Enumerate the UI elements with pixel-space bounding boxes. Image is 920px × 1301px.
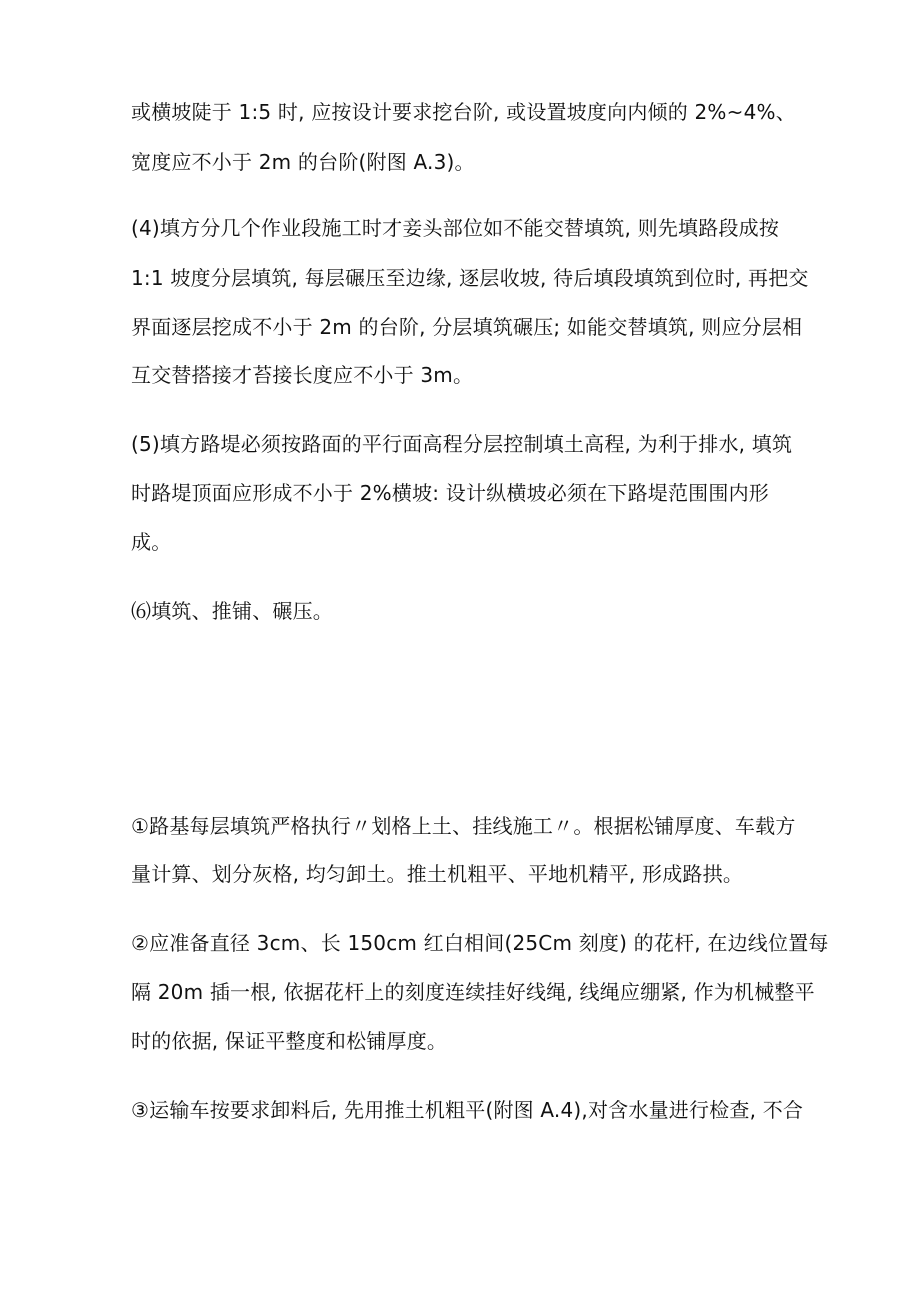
text-line: 界面逐层挖成不小于 2m 的台阶, 分层填筑碾压; 如能交替填筑, 则应分层相 xyxy=(131,315,803,339)
text-line: ③运输车按要求卸料后, 先用推土机粗平(附图 A.4),对含水量进行检查, 不合 xyxy=(131,1098,804,1122)
text-line: 1:1 坡度分层填筑, 每层碾压至边缘, 逐层收坡, 待后填段填筑到位时, 再把交 xyxy=(131,266,809,290)
text-line: 量计算、划分灰格, 均匀卸土。推土机粗平、平地机精平, 形成路拱。 xyxy=(131,862,744,886)
text-line: (5)填方路堤必须按路面的平行面高程分层控制填土高程, 为利于排水, 填筑 xyxy=(131,432,793,456)
text-line: ⑹填筑、推铺、碾压。 xyxy=(131,599,333,623)
text-line: ②应准备直径 3cm、长 150cm 红白相间(25Cm 刻度) 的花杆, 在边线位置每 xyxy=(131,931,829,955)
text-line: 宽度应不小于 2m 的台阶(附图 A.3)。 xyxy=(131,150,475,174)
text-line: 互交替搭接才苔接长度应不小于 3m。 xyxy=(131,363,474,387)
text-line: ①路基每层填筑严格执行〃划格上土、挂线施工〃。根据松铺厚度、车载方 xyxy=(131,814,796,838)
text-line: 成。 xyxy=(131,530,172,554)
text-line: 时的依据, 保证平整度和松铺厚度。 xyxy=(131,1029,448,1053)
text-line: (4)填方分几个作业段施工时才妾头部位如不能交替填筑, 则先填路段成按 xyxy=(131,216,780,240)
text-line: 或横坡陡于 1:5 时, 应按设计要求挖台阶, 或设置坡度向内倾的 2%~4%、 xyxy=(131,100,796,124)
text-line: 时路堤顶面应形成不小于 2%横坡: 设计纵横坡必须在下路堤范围围内形 xyxy=(131,481,769,505)
text-line: 隔 20m 插一根, 依据花杆上的刻度连续挂好线绳, 线绳应绷紧, 作为机械整平 xyxy=(131,980,815,1004)
